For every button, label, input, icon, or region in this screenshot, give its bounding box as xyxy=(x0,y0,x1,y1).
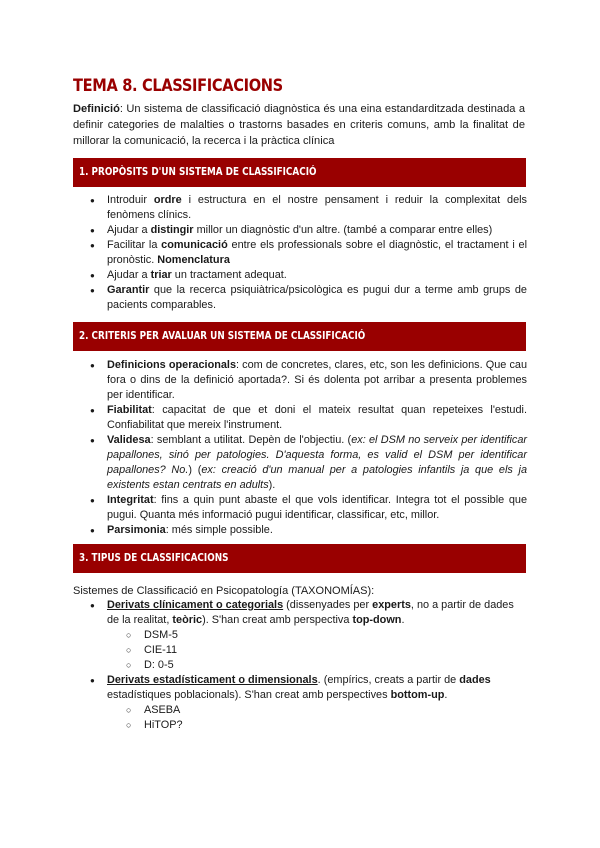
section-2-list xyxy=(0,358,527,538)
list-item: ● Garantir que la recerca psiquiàtrica/psicològica es pugui dur a terme amb grups de pacients comparables. xyxy=(0,283,527,313)
definition-term: Definició xyxy=(73,103,120,115)
section-3-list xyxy=(0,598,527,733)
list-item: ● Fiabilitat: capacitat de que et doni el mateix resultat quan repeteixes l'estudi. Confiabilitat que mereix l'instrument. xyxy=(0,403,527,433)
definition-text: : Un sistema de classificació diagnòstica és una eina estandarditzada destinada a definir categories de malalties o trastorns basades en criteris comuns, amb la finalitat de millorar la comunicació, la recerca i la pràctica clínica xyxy=(73,103,525,147)
list-item: ● Validesa: semblant a utilitat. Depèn de l'objectiu. (ex: el DSM no serveix per identificar papallones, sinó per patologies. D'aquesta forma, es valid el DSM per identificar papallones? No.) (ex: creació d'un manual per a patologies infantils ja que els ja existents estan centrats en adults). xyxy=(0,433,527,493)
list-item: ● Integritat: fins a quin punt abaste el que vols identificar. Integra tot el possible que pugui. Quanta més informació pugui identificar, classificar, etc, millor. xyxy=(0,493,527,523)
list-item: ● Parsimonia: més simple possible. xyxy=(0,523,527,538)
section-heading-2: 2. CRITERIS PER AVALUAR UN SISTEMA DE CLASSIFICACIÓ xyxy=(73,322,526,351)
sublist-item: ○ DSM-5 xyxy=(107,628,527,643)
section-3-intro: Sistemes de Classificació en Psicopatología (TAXONOMÍAS): xyxy=(73,585,375,597)
sublist-item: ○ ASEBA xyxy=(107,703,527,718)
list-item: ● Ajudar a triar un tractament adequat. xyxy=(0,268,527,283)
list-item: ● Facilitar la comunicació entre els professionals sobre el diagnòstic, el tractament i el pronòstic. Nomenclatura xyxy=(0,238,527,268)
list-item: ● Derivats clínicament o categorials (dissenyades per experts, no a partir de dades de la realitat, teòric). S'han creat amb perspectiva top-down. ○ DSM-5 ○ CIE-11 ○ D: 0-5 xyxy=(0,598,527,673)
definition-paragraph xyxy=(73,101,525,149)
sublist-item: ○ CIE-11 xyxy=(107,643,527,658)
sublist-item: ○ HiTOP? xyxy=(107,718,527,733)
list-item: ● Introduir ordre i estructura en el nostre pensament i reduir la complexitat dels fenòmens clínics. xyxy=(0,193,527,223)
sublist xyxy=(107,628,527,673)
section-heading-1: 1. PROPÒSITS D'UN SISTEMA DE CLASSIFICACIÓ xyxy=(73,158,526,187)
section-1-list xyxy=(0,193,527,313)
list-item: ● Ajudar a distingir millor un diagnòstic d'un altre. (també a comparar entre elles) xyxy=(0,223,527,238)
page-title: TEMA 8. CLASSIFICACIONS xyxy=(73,76,283,96)
sublist xyxy=(107,703,527,733)
list-item: ● Derivats estadísticament o dimensionals. (empírics, creats a partir de dades estadístiques poblacionals). S'han creat amb perspectives bottom-up. ○ ASEBA ○ HiTOP? xyxy=(0,673,527,733)
sublist-item: ○ D: 0-5 xyxy=(107,658,527,673)
section-heading-3: 3. TIPUS DE CLASSIFICACIONS xyxy=(73,544,526,573)
list-item: ● Definicions operacionals: com de concretes, clares, etc, son les definicions. Que cau fora o dins de la definició aportada?. Si és dolenta pot arribar a presenta problemes per identificar. xyxy=(0,358,527,403)
